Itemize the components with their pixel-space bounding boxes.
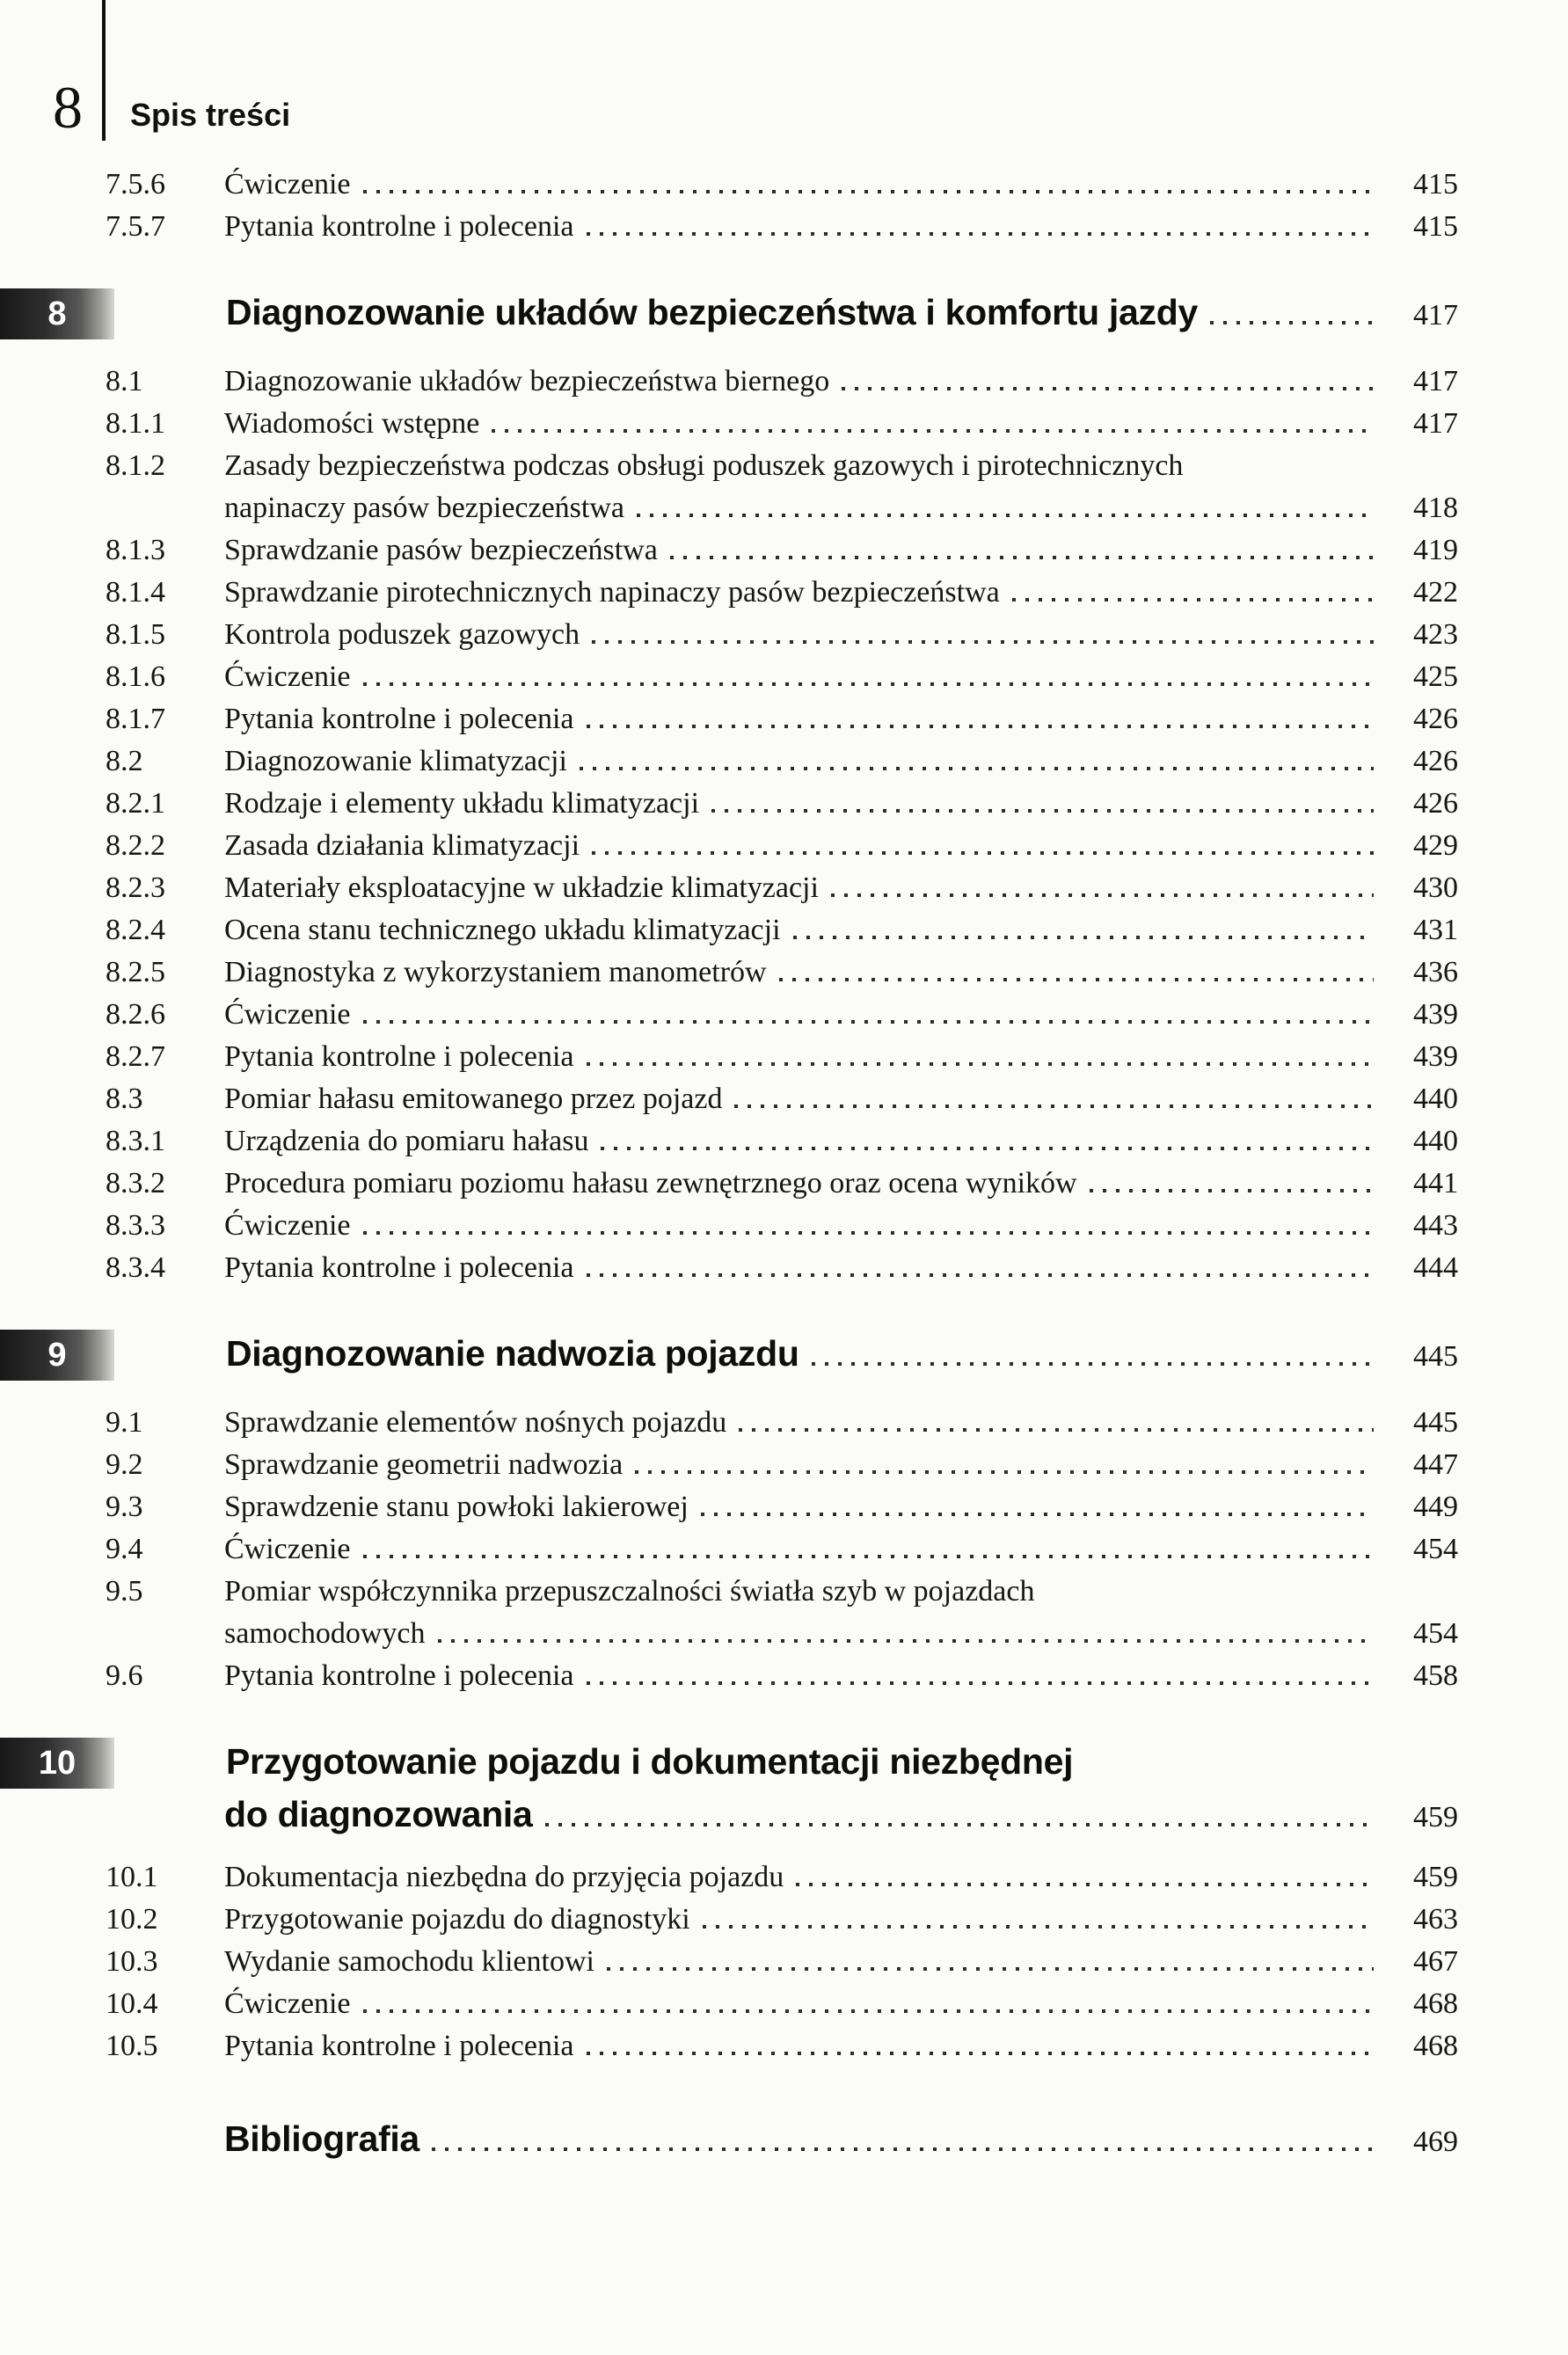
entry-page-number: 468 — [1413, 2030, 1458, 2062]
entry-number: 9.3 — [106, 1491, 143, 1523]
entry-title: Ćwiczenie — [224, 998, 351, 1031]
entry-number: 10.2 — [106, 1903, 158, 1936]
entry-title: Procedura pomiaru poziomu hałasu zewnętrznego oraz ocena wyników — [224, 1167, 1077, 1199]
entry-page-number: 415 — [1413, 168, 1458, 201]
entry-page-number: 426 — [1413, 703, 1458, 735]
entry-number: 9.4 — [106, 1533, 143, 1565]
toc-entry-row — [106, 1444, 1458, 1486]
toc-entry-row — [106, 825, 1458, 867]
chapter-number-badge — [0, 1738, 114, 1789]
dotted-leader — [670, 556, 1374, 559]
dotted-leader — [601, 1147, 1374, 1150]
entry-page-number: 445 — [1413, 1406, 1458, 1439]
toc-entry-row — [106, 783, 1458, 825]
dotted-leader — [1090, 1189, 1374, 1192]
entry-number: 8.2.4 — [106, 914, 165, 946]
entry-number: 8.2.7 — [106, 1040, 165, 1073]
entry-page-number: 418 — [1413, 492, 1458, 524]
entry-title: Ćwiczenie — [224, 168, 351, 201]
toc-entry-row — [106, 572, 1458, 614]
dotted-leader — [779, 978, 1374, 981]
chapter-title: Przygotowanie pojazdu i dokumentacji niezbędnej — [226, 1740, 1074, 1782]
entry-title: Ocena stanu technicznego układu klimatyzacji — [224, 914, 781, 946]
entry-title: Pytania kontrolne i polecenia — [224, 1659, 574, 1692]
entry-number: 9.6 — [106, 1659, 143, 1692]
entry-page-number: 439 — [1413, 1040, 1458, 1073]
entry-page-number: 419 — [1413, 534, 1458, 566]
entry-page-number: 431 — [1413, 914, 1458, 946]
entry-title: Wiadomości wstępne — [224, 407, 480, 440]
dotted-leader — [492, 429, 1374, 433]
entry-title: Pytania kontrolne i polecenia — [224, 2030, 574, 2062]
dotted-leader — [587, 1681, 1375, 1685]
entry-number: 8.1.2 — [106, 449, 165, 482]
entry-title: Diagnostyka z wykorzystaniem manometrów — [224, 956, 767, 988]
entry-page-number: 459 — [1413, 1861, 1458, 1893]
toc-entry-row — [106, 487, 1458, 529]
entry-number: 9.2 — [106, 1448, 143, 1481]
entry-title: Przygotowanie pojazdu do diagnostyki — [224, 1903, 690, 1936]
entry-title: Ćwiczenie — [224, 1533, 351, 1565]
bibliography-title: Bibliografia — [224, 2118, 419, 2159]
entry-number: 8.2.6 — [106, 998, 165, 1031]
dotted-leader — [587, 1062, 1375, 1066]
book-page-number: 8 — [53, 74, 83, 141]
dotted-leader — [607, 1967, 1374, 1971]
entry-number: 8.3.1 — [106, 1125, 165, 1157]
dotted-leader — [739, 1428, 1374, 1432]
entry-title: Sprawdzanie geometrii nadwozia — [224, 1448, 624, 1481]
entry-page-number: 443 — [1413, 1209, 1458, 1242]
dotted-leader — [842, 387, 1374, 390]
toc-entry-row — [106, 361, 1458, 403]
dotted-leader — [587, 725, 1375, 728]
toc-entry-row — [106, 1899, 1458, 1941]
toc-entry-row — [106, 1036, 1458, 1078]
entry-number: 8.2 — [106, 745, 143, 777]
dotted-leader — [363, 2009, 1375, 2013]
entry-title: Ćwiczenie — [224, 1987, 351, 2020]
dotted-leader — [1210, 321, 1374, 324]
chapter-number: 9 — [47, 1336, 67, 1374]
chapter-page-number: 445 — [1413, 1339, 1458, 1373]
dotted-leader — [637, 514, 1374, 517]
toc-entry-row — [106, 1163, 1458, 1205]
entry-title: Kontrola poduszek gazowych — [224, 618, 580, 651]
entry-title: Rodzaje i elementy układu klimatyzacji — [224, 787, 700, 820]
entry-number: 8.2.5 — [106, 956, 165, 988]
dotted-leader — [363, 190, 1375, 193]
entry-title: Pytania kontrolne i polecenia — [224, 1040, 574, 1073]
dotted-leader — [587, 232, 1375, 236]
entry-number: 10.4 — [106, 1987, 158, 2020]
toc-entry-row — [106, 1247, 1458, 1289]
entry-number: 10.5 — [106, 2030, 158, 2062]
chapter-heading-row — [0, 1738, 1458, 1789]
dotted-leader — [703, 1925, 1374, 1928]
entry-title: napinaczy pasów bezpieczeństwa — [224, 492, 624, 524]
dotted-leader — [580, 767, 1374, 770]
toc-entry-row — [106, 1571, 1458, 1613]
entry-number: 8.1.6 — [106, 660, 165, 693]
toc-entry-row — [106, 164, 1458, 206]
entry-page-number: 441 — [1413, 1167, 1458, 1199]
toc-entry-row — [106, 656, 1458, 698]
dotted-leader — [363, 1231, 1375, 1235]
entry-title: Urządzenia do pomiaru hałasu — [224, 1125, 589, 1157]
dotted-leader — [793, 936, 1374, 939]
entry-number: 9.1 — [106, 1406, 143, 1439]
toc-entry-row — [106, 1078, 1458, 1120]
dotted-leader — [587, 1273, 1375, 1277]
entry-page-number: 422 — [1413, 576, 1458, 609]
toc-entry-row — [106, 740, 1458, 783]
entry-title: Ćwiczenie — [224, 1209, 351, 1242]
chapter-number-badge — [0, 288, 114, 339]
toc-entry-row — [106, 1856, 1458, 1899]
entry-title: Zasady bezpieczeństwa podczas obsługi poduszek gazowych i pirotechnicznych — [224, 449, 1184, 482]
entry-page-number: 440 — [1413, 1083, 1458, 1115]
entry-page-number: 430 — [1413, 871, 1458, 904]
toc-entry-row — [106, 1120, 1458, 1163]
entry-title: Pytania kontrolne i polecenia — [224, 703, 574, 735]
entry-title: samochodowych — [224, 1617, 426, 1650]
entry-page-number: 467 — [1413, 1945, 1458, 1978]
dotted-leader — [545, 1823, 1374, 1826]
entry-number: 8.1.7 — [106, 703, 165, 735]
entry-page-number: 444 — [1413, 1251, 1458, 1284]
chapter-page-number: 459 — [1413, 1801, 1458, 1834]
toc-entry-row — [106, 1983, 1458, 2025]
toc-title: Spis treści — [130, 97, 291, 133]
chapter-number-badge — [0, 1330, 114, 1381]
entry-page-number: 436 — [1413, 956, 1458, 988]
entry-title: Materiały eksploatacyjne w układzie klimatyzacji — [224, 871, 819, 904]
chapter-title: Diagnozowanie układów bezpieczeństwa i komfortu jazdy — [226, 291, 1198, 332]
dotted-leader — [796, 1883, 1374, 1886]
dotted-leader — [363, 1020, 1375, 1024]
entry-number: 8.1.5 — [106, 618, 165, 651]
entry-page-number: 425 — [1413, 660, 1458, 693]
entry-page-number: 449 — [1413, 1491, 1458, 1523]
entry-page-number: 463 — [1413, 1903, 1458, 1936]
toc-entry-row — [106, 1402, 1458, 1444]
entry-number: 7.5.7 — [106, 210, 165, 243]
entry-number: 8.3 — [106, 1083, 143, 1115]
entry-page-number: 458 — [1413, 1659, 1458, 1692]
toc-entry-row — [106, 614, 1458, 656]
chapter-heading-row — [0, 288, 1458, 339]
entry-page-number: 468 — [1413, 1987, 1458, 2020]
entry-title: Sprawdzanie pasów bezpieczeństwa — [224, 534, 658, 566]
toc-entry-row — [106, 1205, 1458, 1247]
entry-number: 8.3.2 — [106, 1167, 165, 1199]
dotted-leader — [587, 2052, 1375, 2055]
chapter-title: do diagnozowania — [224, 1794, 533, 1834]
dotted-leader — [711, 809, 1374, 813]
entry-number: 10.1 — [106, 1861, 158, 1893]
entry-title: Zasada działania klimatyzacji — [224, 829, 580, 862]
entry-page-number: 423 — [1413, 618, 1458, 651]
entry-page-number: 454 — [1413, 1617, 1458, 1650]
entry-number: 8.1.3 — [106, 534, 165, 566]
entry-number: 8.3.3 — [106, 1209, 165, 1242]
dotted-leader — [635, 1470, 1374, 1474]
dotted-leader — [438, 1639, 1374, 1643]
dotted-leader — [734, 1105, 1374, 1108]
entry-title: Pomiar hałasu emitowanego przez pojazd — [224, 1083, 723, 1115]
toc-entry-row — [106, 206, 1458, 248]
dotted-leader — [1012, 598, 1374, 602]
entry-page-number: 426 — [1413, 745, 1458, 777]
chapter-page-number: 417 — [1413, 298, 1458, 332]
entry-title: Pytania kontrolne i polecenia — [224, 210, 574, 243]
entry-page-number: 447 — [1413, 1448, 1458, 1481]
entry-number: 8.2.1 — [106, 787, 165, 820]
entry-page-number: 417 — [1413, 407, 1458, 440]
chapter-heading-row — [106, 1794, 1458, 1835]
header-vertical-rule — [102, 0, 106, 141]
dotted-leader — [363, 682, 1375, 686]
entry-title: Sprawdzanie pirotechnicznych napinaczy pasów bezpieczeństwa — [224, 576, 1000, 609]
entry-title: Pomiar współczynnika przepuszczalności światła szyb w pojazdach — [224, 1575, 1035, 1608]
entry-title: Diagnozowanie klimatyzacji — [224, 745, 567, 777]
toc-entry-row — [106, 698, 1458, 740]
toc-entry-row — [106, 1613, 1458, 1655]
entry-page-number: 417 — [1413, 365, 1458, 397]
entry-title: Sprawdzanie elementów nośnych pojazdu — [224, 1406, 727, 1439]
entry-page-number: 415 — [1413, 210, 1458, 243]
toc-entry-row — [106, 994, 1458, 1036]
entry-page-number: 440 — [1413, 1125, 1458, 1157]
entry-number: 8.1.1 — [106, 407, 165, 440]
toc-entry-row — [106, 909, 1458, 951]
toc-entry-row — [106, 1528, 1458, 1571]
toc-entry-row — [106, 403, 1458, 445]
entry-number: 9.5 — [106, 1575, 143, 1608]
dotted-leader — [831, 893, 1374, 897]
dotted-leader — [432, 2147, 1374, 2151]
entry-page-number: 429 — [1413, 829, 1458, 862]
dotted-leader — [812, 1362, 1374, 1366]
toc-entry-row — [106, 867, 1458, 909]
toc-entry-row — [106, 951, 1458, 994]
entry-number: 7.5.6 — [106, 168, 165, 201]
entry-number: 8.1 — [106, 365, 143, 397]
entry-number: 10.3 — [106, 1945, 158, 1978]
toc-entry-row — [106, 529, 1458, 572]
entry-number: 8.3.4 — [106, 1251, 165, 1284]
entry-title: Wydanie samochodu klientowi — [224, 1945, 594, 1978]
entry-page-number: 439 — [1413, 998, 1458, 1031]
entry-title: Sprawdzenie stanu powłoki lakierowej — [224, 1491, 689, 1523]
toc-entry-row — [106, 1486, 1458, 1528]
chapter-heading-row — [0, 1330, 1458, 1381]
dotted-leader — [592, 640, 1374, 644]
entry-title: Pytania kontrolne i polecenia — [224, 1251, 574, 1284]
bibliography-page-number: 469 — [1413, 2125, 1458, 2158]
dotted-leader — [701, 1513, 1374, 1516]
toc-entry-row — [106, 2025, 1458, 2067]
chapter-number: 8 — [47, 295, 67, 332]
toc-entry-row — [106, 445, 1458, 487]
entry-number: 8.2.3 — [106, 871, 165, 904]
bibliography-heading-row — [106, 2118, 1458, 2160]
entry-title: Diagnozowanie układów bezpieczeństwa biernego — [224, 365, 830, 397]
dotted-leader — [592, 851, 1374, 855]
chapter-number: 10 — [38, 1744, 77, 1782]
toc-entry-row — [106, 1655, 1458, 1697]
entry-page-number: 454 — [1413, 1533, 1458, 1565]
dotted-leader — [363, 1555, 1375, 1558]
entry-number: 8.2.2 — [106, 829, 165, 862]
entry-page-number: 426 — [1413, 787, 1458, 820]
entry-number: 8.1.4 — [106, 576, 165, 609]
toc-entry-row — [106, 1941, 1458, 1983]
chapter-title: Diagnozowanie nadwozia pojazdu — [226, 1332, 799, 1374]
entry-title: Ćwiczenie — [224, 660, 351, 693]
entry-title: Dokumentacja niezbędna do przyjęcia pojazdu — [224, 1861, 784, 1893]
